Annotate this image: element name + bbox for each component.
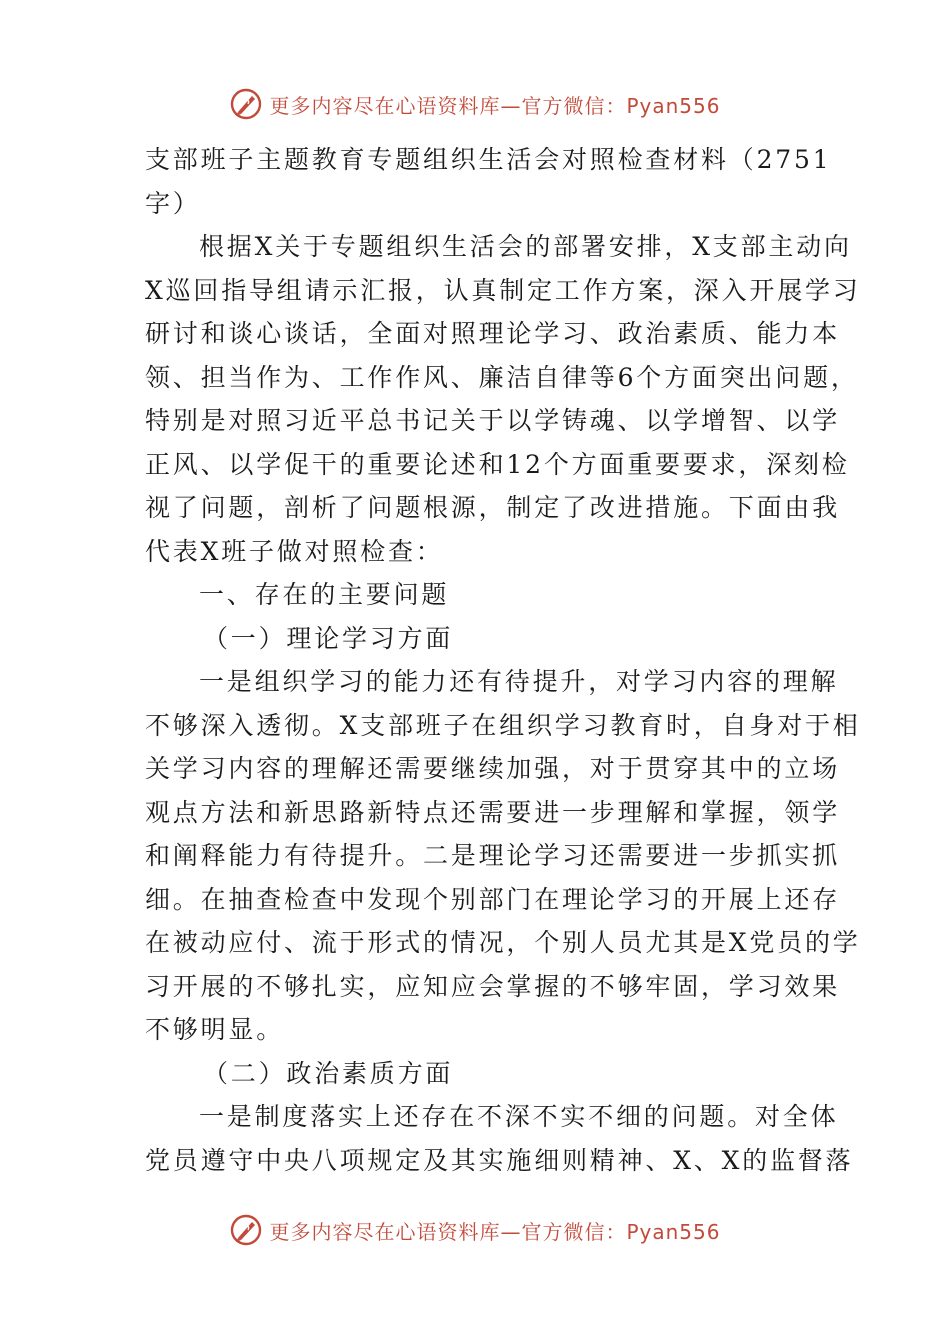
paragraph-line: 观点方法和新思路新特点还需要进一步理解和掌握，领学 xyxy=(145,797,841,827)
subsection-heading: （一）理论学习方面 xyxy=(203,623,454,653)
paragraph-line: 不够明显。 xyxy=(145,1015,285,1044)
paragraph-line: 在被动应付、流于形式的情况，个别人员尤其是X党员的学 xyxy=(145,928,861,957)
pen-logo-icon xyxy=(229,87,263,121)
paragraph-line: 党员遵守中央八项规定及其实施细则精神、X、X的监督落 xyxy=(145,1145,854,1175)
watermark-text: 更多内容尽在心语资料库—官方微信：Pyan556 xyxy=(269,1219,721,1244)
document-body xyxy=(145,138,861,1182)
paragraph-line: 关学习内容的理解还需要继续加强，对于贯穿其中的立场 xyxy=(145,754,841,783)
section-heading: 一、存在的主要问题 xyxy=(199,580,450,609)
paragraph-line: X巡回指导组请示汇报，认真制定工作方案，深入开展学习 xyxy=(145,275,861,305)
subsection-heading: （二）政治素质方面 xyxy=(203,1058,454,1088)
paragraph-line: 正风、以学促干的重要论述和12个方面重要要求，深刻检 xyxy=(145,449,850,479)
pen-logo-icon xyxy=(229,1213,263,1247)
paragraph-line: 特别是对照习近平总书记关于以学铸魂、以学增智、以学 xyxy=(145,406,841,435)
paragraph-line: 根据X关于专题组织生活会的部署安排，X支部主动向 xyxy=(199,232,852,261)
paragraph-line: 一是制度落实上还存在不深不实不细的问题。对全体 xyxy=(199,1102,839,1131)
paragraph-line: 一是组织学习的能力还有待提升，对学习内容的理解 xyxy=(199,667,839,696)
paragraph-line: 细。在抽查检查中发现个别部门在理论学习的开展上还存 xyxy=(145,884,841,914)
paragraph-line: 习开展的不够扎实，应知应会掌握的不够牢固，学习效果 xyxy=(145,971,841,1001)
doc-title-line-1: 支部班子主题教育专题组织生活会对照检查材料（2751 xyxy=(145,145,832,174)
paragraph-line: 领、担当作为、工作作风、廉洁自律等6个方面突出问题， xyxy=(145,362,859,392)
footer-watermark xyxy=(0,1210,950,1250)
paragraph-line: 视了问题，剖析了问题根源，制定了改进措施。下面由我 xyxy=(145,493,841,522)
watermark-text: 更多内容尽在心语资料库—官方微信：Pyan556 xyxy=(269,93,721,118)
doc-title-line-2: 字） xyxy=(145,188,201,218)
paragraph-line: 研讨和谈心谈话，全面对照理论学习、政治素质、能力本 xyxy=(145,319,841,348)
paragraph-line: 代表X班子做对照检查： xyxy=(145,536,444,566)
paragraph-line: 不够深入透彻。X支部班子在组织学习教育时，自身对于相 xyxy=(145,710,861,740)
paragraph-line: 和阐释能力有待提升。二是理论学习还需要进一步抓实抓 xyxy=(145,841,841,870)
header-watermark xyxy=(0,84,950,124)
